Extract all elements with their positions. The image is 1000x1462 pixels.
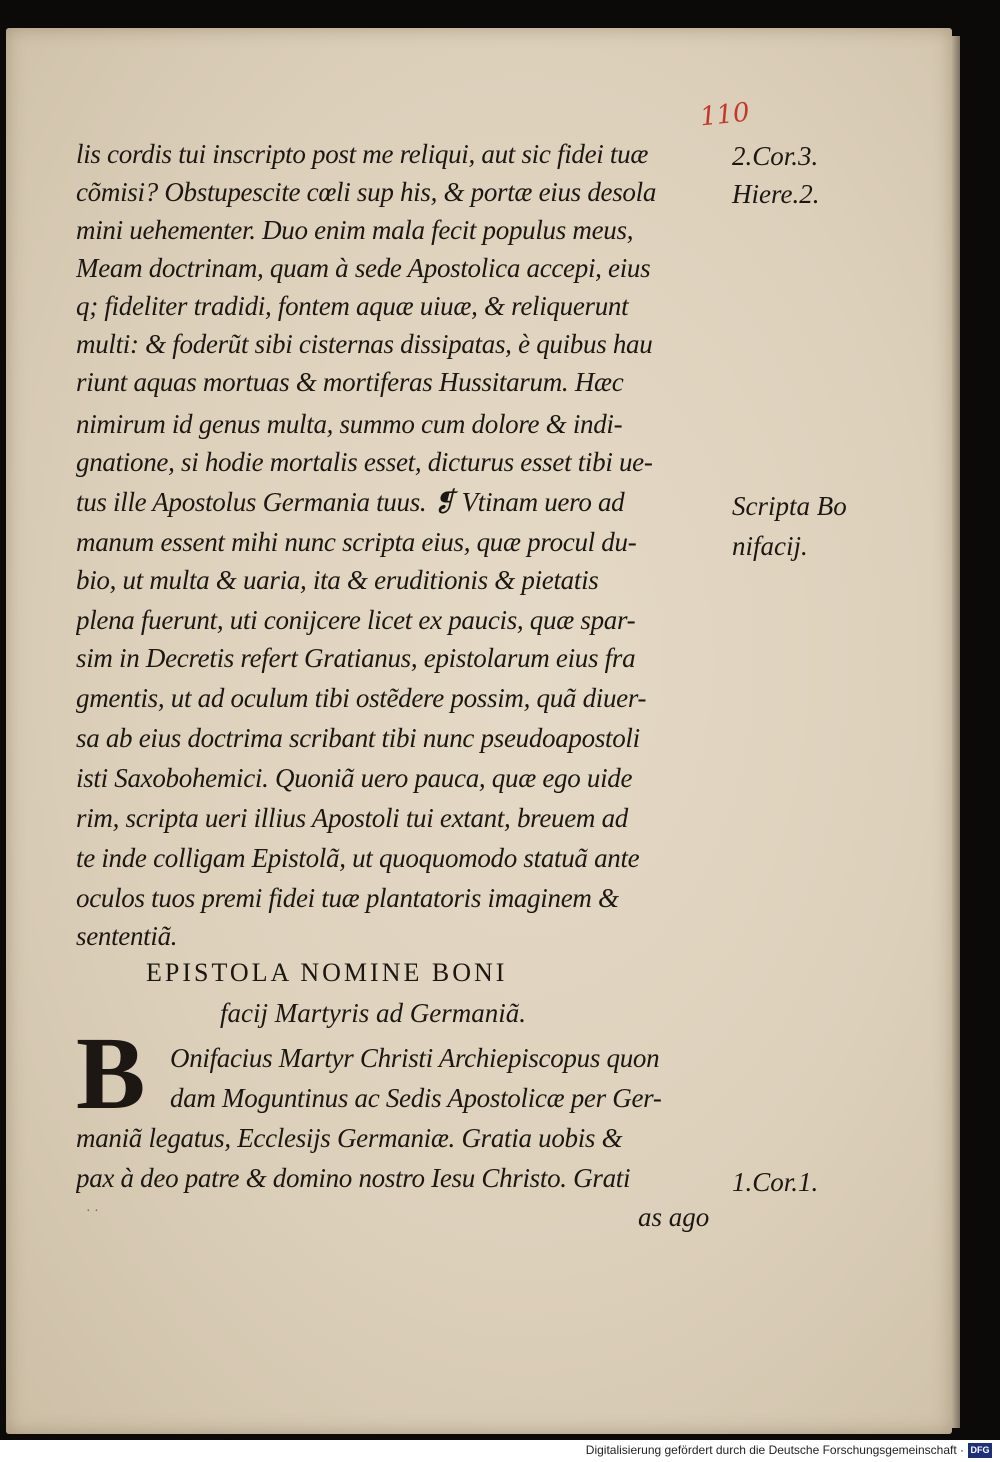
text-line: riunt aquas mortuas & mortiferas Hussitarum. Hæc [76,367,624,397]
text-line: lis cordis tui inscripto post me reliqui, aut sic fidei tuæ [76,139,649,169]
letter-line: Onifacius Martyr Christi Archiepiscopus quon [170,1043,660,1073]
text-line: sim in Decretis refert Gratianus, epistolarum eius fra [76,643,636,673]
text-line: cõmisi? Obstupescite cœli sup his, & portæ eius desola [76,177,657,207]
text-line: mini uehementer. Duo enim mala fecit populus meus, [76,215,634,245]
text-line: sententiã. [76,921,178,951]
funding-notice: Digitalisierung gefördert durch die Deutsche Forschungsgemeinschaft · [585,1443,964,1457]
text-line: te inde colligam Epistolã, ut quoquomodo statuã ante [76,843,640,873]
text-line: tus ille Apostolus Germania tuus. ❡ Vtinam uero ad [76,487,625,517]
text-line: bio, ut multa & uaria, ita & eruditionis & pietatis [76,565,599,595]
margin-note: Hiere.2. [732,179,820,209]
text-line: plena fuerunt, uti conijcere licet ex paucis, quæ spar- [76,605,636,635]
text-line: oculos tuos premi fidei tuæ plantatoris imaginem & [76,883,619,913]
text-line: sa ab eius doctrima scribant tibi nunc pseudoapostoli [76,723,640,753]
text-line: gnatione, si hodie mortalis esset, dicturus esset tibi ue- [76,447,653,477]
letter-line: pax à deo patre & domino nostro Iesu Christo. Grati [76,1163,631,1193]
text-line: manum essent mihi nunc scripta eius, quæ procul du- [76,527,637,557]
drop-cap-initial: B [76,1016,146,1131]
margin-note: nifacij. [732,531,808,561]
text-line: nimirum id genus multa, summo cum dolore & indi- [76,409,623,439]
text-line: Meam doctrinam, quam à sede Apostolica accepi, eius [76,253,651,283]
stray-ink-marks: · · [86,1204,99,1219]
page-edge [952,36,960,1428]
text-line: gmentis, ut ad oculum tibi ostẽdere possim, quã diuer- [76,683,647,713]
letter-line: dam Moguntinus ac Sedis Apostolicæ per Ger- [170,1083,662,1113]
margin-note: Scripta Bo [732,491,847,521]
dfg-logo[interactable]: DFG [968,1443,992,1458]
text-line: rim, scripta ueri illius Apostoli tui extant, breuem ad [76,803,628,833]
catchword: as ago [638,1202,710,1232]
epistle-subheading: facij Martyris ad Germaniã. [220,998,526,1028]
footer-bar [0,1440,1000,1462]
text-line: isti Saxobohemici. Quoniã uero pauca, quæ ego uide [76,763,633,793]
text-line: multi: & foderũt sibi cisternas dissipatas, è quibus hau [76,329,653,359]
folio-number: 110 [698,97,752,133]
letter-line: maniã legatus, Ecclesijs Germaniæ. Gratia uobis & [76,1123,623,1153]
epistle-heading: EPISTOLA NOMINE BONI [146,958,508,987]
margin-note: 2.Cor.3. [732,141,819,171]
text-line: q; fideliter tradidi, fontem aquæ uiuæ, & reliquerunt [76,291,629,321]
margin-note: 1.Cor.1. [732,1167,819,1197]
